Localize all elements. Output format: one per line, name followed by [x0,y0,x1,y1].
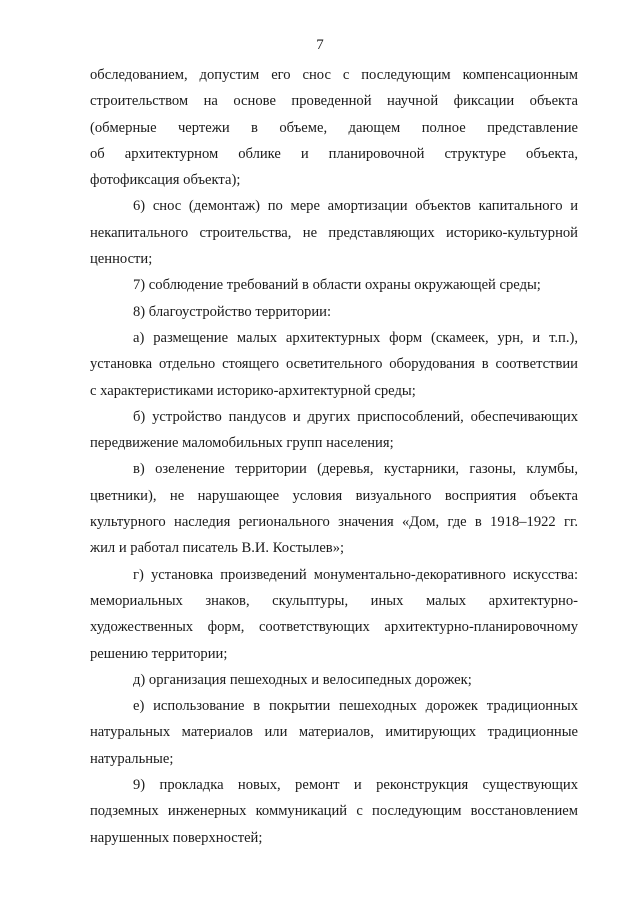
page-number: 7 [316,37,324,53]
text-line: с характеристиками историко-архитектурной среды; [90,382,416,399]
text-line: художественных форм, соответствующих архитектурно-планировочному [90,619,578,636]
paragraph [90,272,578,298]
text-line: в) озеленение территории (деревья, кустарники, газоны, клумбы, [133,461,578,478]
text-line: об архитектурном облике и планировочной структуре объекта, [90,145,578,162]
text-line: 9) прокладка новых, ремонт и реконструкция существующих [133,777,578,794]
text-line: культурного наследия регионального значения «Дом, где в 1918–1922 гг. [90,514,578,531]
paragraph [90,404,578,457]
text-line: натуральных материалов или материалов, имитирующих традиционные [90,724,578,741]
text-line: (обмерные чертежи в объеме, дающем полное представление [90,119,578,136]
text-line: б) устройство пандусов и других приспособлений, обеспечивающих [133,408,578,425]
paragraph [90,562,578,667]
text-line: натуральные; [90,750,174,767]
text-line: подземных инженерных коммуникаций с последующим восстановлением [90,803,578,820]
text-line: цветники), не нарушающее условия визуального восприятия объекта [90,487,578,504]
paragraph [90,772,578,851]
text-line: фотофиксация объекта); [90,172,241,189]
text-line: мемориальных знаков, скульптуры, иных малых архитектурно- [90,592,578,609]
paragraph [90,299,578,325]
text-line: е) использование в покрытии пешеходных дорожек традиционных [133,698,578,715]
paragraph [90,193,578,272]
text-line: некапитального строительства, не представляющих историко-культурной [90,224,578,241]
text-line: 7) соблюдение требований в области охраны окружающей среды; [133,277,541,294]
text-line: г) установка произведений монументально-декоративного искусства: [133,566,578,583]
text-line: ценности; [90,251,153,268]
paragraph [90,693,578,772]
text-line: 8) благоустройство территории: [133,303,332,320]
paragraph [90,456,578,561]
paragraph [90,62,578,193]
text-line: обследованием, допустим его снос с последующим компенсационным [90,67,578,83]
paragraph [90,325,578,404]
text-line: д) организация пешеходных и велосипедных дорожек; [133,671,472,688]
text-line: передвижение маломобильных групп населения; [90,435,394,452]
text-line: жил и работал писатель В.И. Костылев»; [90,540,345,557]
paragraph [90,667,578,693]
document-body [90,62,578,851]
text-line: 6) снос (демонтаж) по мере амортизации объектов капитального и [133,198,578,215]
text-line: строительством на основе проведенной научной фиксации объекта [90,93,578,110]
text-line: решению территории; [90,645,228,662]
text-line: а) размещение малых архитектурных форм (скамеек, урн, и т.п.), [133,329,578,346]
text-line: нарушенных поверхностей; [90,829,263,846]
text-line: установка отдельно стоящего осветительного оборудования в соответствии [90,356,578,373]
